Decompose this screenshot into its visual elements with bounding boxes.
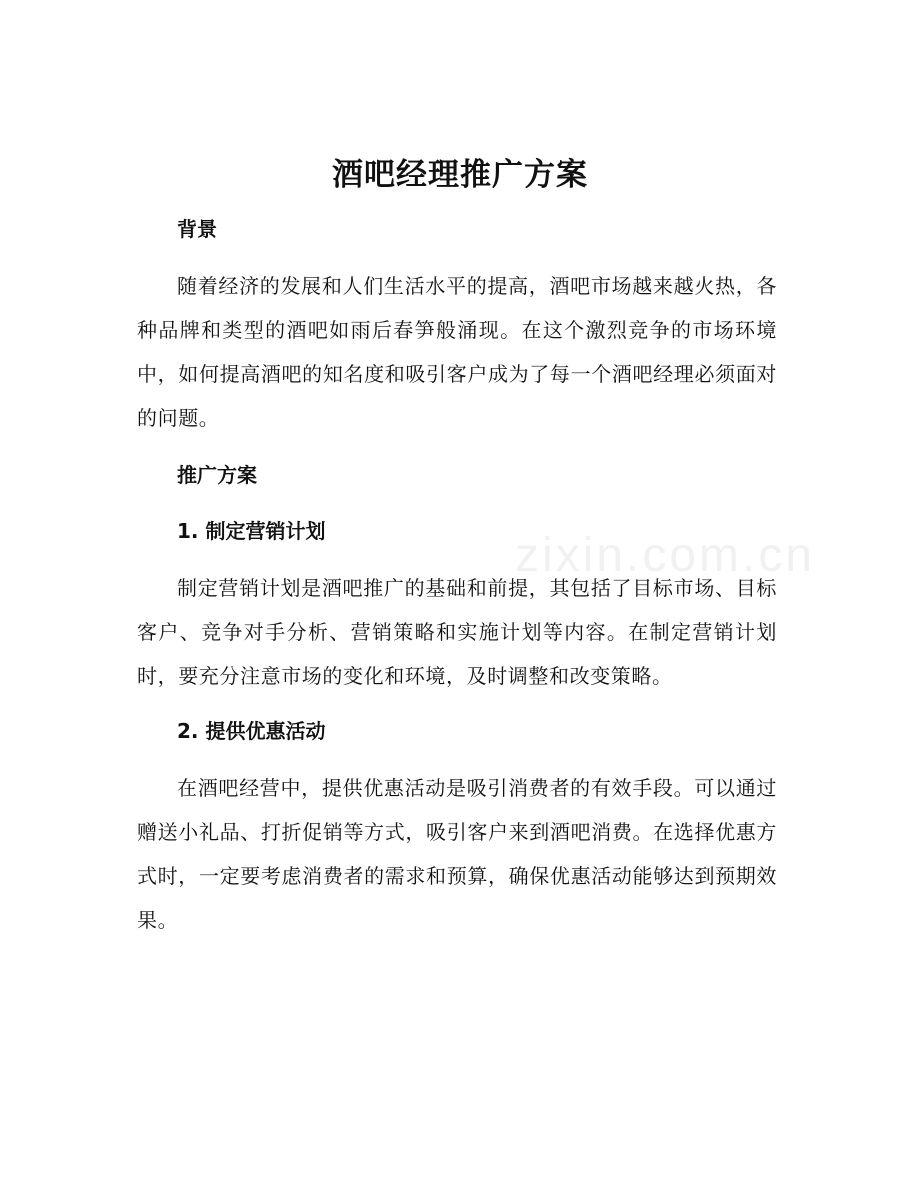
section-heading-background: 背景: [177, 217, 217, 241]
item2-heading: 2. 提供优惠活动: [177, 719, 326, 743]
item1-paragraph: 制定营销计划是酒吧推广的基础和前提，其包括了目标市场、目标客户、竞争对手分析、营销策略和实施计划等内容。在制定营销计划时，要充分注意市场的变化和环境，及时调整和改变策略。: [137, 576, 777, 688]
item1-heading: 1. 制定营销计划: [177, 519, 326, 543]
watermark: zixin.com.cn: [515, 529, 816, 582]
section-heading-plan: 推广方案: [177, 463, 257, 487]
background-paragraph: 随着经济的发展和人们生活水平的提高，酒吧市场越来越火热，各种品牌和类型的酒吧如雨后春笋般涌现。在这个激烈竞争的市场环境中，如何提高酒吧的知名度和吸引客户成为了每一个酒吧经理必须面对的问题。: [137, 274, 777, 430]
item2-paragraph: 在酒吧经营中，提供优惠活动是吸引消费者的有效手段。可以通过赠送小礼品、打折促销等方式，吸引客户来到酒吧消费。在选择优惠方式时，一定要考虑消费者的需求和预算，确保优惠活动能够达到预期效果。: [137, 776, 777, 932]
document-title: 酒吧经理推广方案: [332, 157, 588, 193]
